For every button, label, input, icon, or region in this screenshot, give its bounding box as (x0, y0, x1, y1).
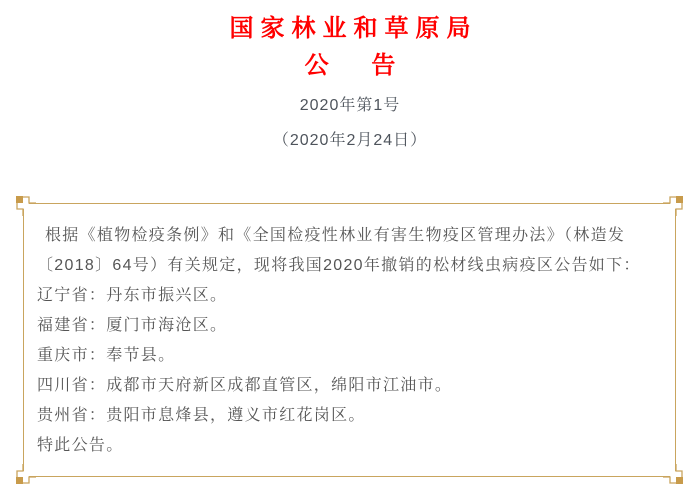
notice-line: 重庆市：奉节县。 (37, 347, 176, 364)
notice-line: 特此公告。 (37, 437, 124, 454)
notice-line: 四川省：成都市天府新区成都直管区，绵阳市江油市。 (37, 377, 453, 394)
announcement-title: 公 告 (304, 52, 398, 79)
notice-line: 辽宁省：丹东市振兴区。 (37, 287, 228, 304)
heading-block (0, 0, 700, 150)
notice-body (23, 203, 676, 461)
box-border-bottom (29, 476, 670, 477)
agency-title: 国家林业和草原局 (229, 15, 478, 42)
corner-ornament-bottom-left (16, 464, 36, 484)
notice-line: 福建省：厦门市海沧区。 (37, 317, 228, 334)
notice-line: 根据《植物检疫条例》和《全国检疫性林业有害生物疫区管理办法》（林造发 (45, 227, 626, 244)
issue-number: 2020年第1号 (299, 97, 401, 114)
notice-box (23, 203, 676, 477)
notice-line: 贵州省：贵阳市息烽县，遵义市红花岗区。 (37, 407, 366, 424)
publish-date: （2020年2月24日） (272, 132, 428, 149)
notice-line: 〔2018〕64号）有关规定，现将我国2020年撤销的松材线虫病疫区公告如下： (37, 257, 641, 274)
corner-ornament-bottom-right (663, 464, 683, 484)
